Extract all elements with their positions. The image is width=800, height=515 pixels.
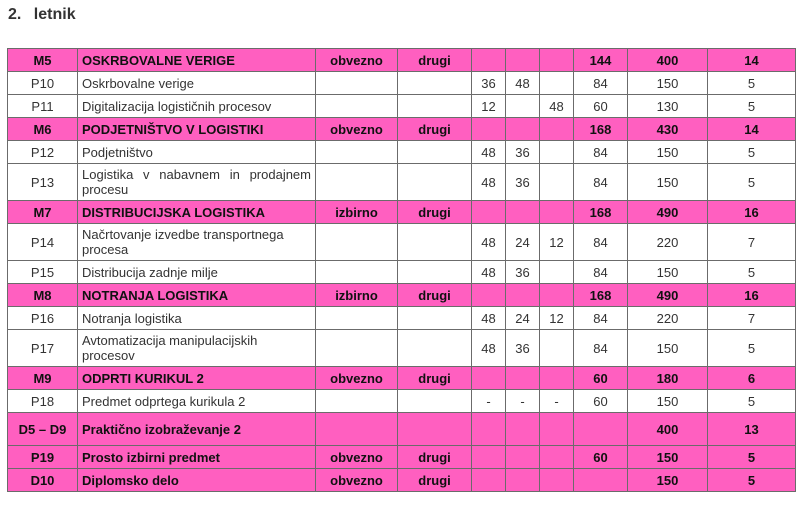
course-row xyxy=(8,224,796,261)
hours-lectures xyxy=(472,49,506,72)
contact-hours-total xyxy=(574,469,628,492)
course-type xyxy=(398,330,472,367)
ects-credits: 5 xyxy=(708,95,796,118)
hours-lectures xyxy=(472,284,506,307)
course-type xyxy=(398,224,472,261)
hours-seminars xyxy=(506,446,540,469)
module-row xyxy=(8,413,796,446)
hours-lectures xyxy=(472,469,506,492)
hours-seminars xyxy=(506,413,540,446)
course-status: obvezno xyxy=(316,446,398,469)
ects-credits: 14 xyxy=(708,49,796,72)
course-status: obvezno xyxy=(316,49,398,72)
course-type: drugi xyxy=(398,118,472,141)
course-row xyxy=(8,307,796,330)
ects-credits: 7 xyxy=(708,307,796,330)
course-row xyxy=(8,390,796,413)
student-workload-hours: 130 xyxy=(628,95,708,118)
hours-practice: 12 xyxy=(540,224,574,261)
module-row xyxy=(8,367,796,390)
course-code: M8 xyxy=(8,284,78,307)
course-code: P17 xyxy=(8,330,78,367)
ects-credits: 5 xyxy=(708,164,796,201)
course-status xyxy=(316,390,398,413)
course-name: Praktično izobraževanje 2 xyxy=(78,413,316,446)
hours-lectures xyxy=(472,446,506,469)
course-name: Diplomsko delo xyxy=(78,469,316,492)
hours-seminars: - xyxy=(506,390,540,413)
student-workload-hours: 220 xyxy=(628,224,708,261)
ects-credits: 13 xyxy=(708,413,796,446)
course-name: Načrtovanje izvedbe transportnega procesa xyxy=(78,224,316,261)
course-type xyxy=(398,141,472,164)
course-type xyxy=(398,72,472,95)
course-name: NOTRANJA LOGISTIKA xyxy=(78,284,316,307)
course-status xyxy=(316,307,398,330)
course-code: D5 – D9 xyxy=(8,413,78,446)
hours-lectures: 48 xyxy=(472,307,506,330)
contact-hours-total: 60 xyxy=(574,95,628,118)
ects-credits: 5 xyxy=(708,446,796,469)
contact-hours-total: 84 xyxy=(574,261,628,284)
hours-lectures: 36 xyxy=(472,72,506,95)
course-name: Podjetništvo xyxy=(78,141,316,164)
hours-lectures xyxy=(472,201,506,224)
student-workload-hours: 150 xyxy=(628,164,708,201)
ects-credits: 5 xyxy=(708,469,796,492)
student-workload-hours: 430 xyxy=(628,118,708,141)
student-workload-hours: 490 xyxy=(628,201,708,224)
hours-seminars xyxy=(506,95,540,118)
module-row xyxy=(8,201,796,224)
hours-practice xyxy=(540,141,574,164)
course-code: M9 xyxy=(8,367,78,390)
contact-hours-total: 60 xyxy=(574,367,628,390)
module-row xyxy=(8,469,796,492)
student-workload-hours: 220 xyxy=(628,307,708,330)
hours-seminars xyxy=(506,284,540,307)
hours-lectures: 12 xyxy=(472,95,506,118)
course-name: DISTRIBUCIJSKA LOGISTIKA xyxy=(78,201,316,224)
course-status: obvezno xyxy=(316,469,398,492)
student-workload-hours: 180 xyxy=(628,367,708,390)
section-heading xyxy=(8,6,76,24)
course-name: Distribucija zadnje milje xyxy=(78,261,316,284)
hours-lectures: 48 xyxy=(472,330,506,367)
ects-credits: 5 xyxy=(708,72,796,95)
hours-seminars: 36 xyxy=(506,164,540,201)
course-status: obvezno xyxy=(316,367,398,390)
hours-practice: 48 xyxy=(540,95,574,118)
hours-seminars: 36 xyxy=(506,330,540,367)
hours-seminars xyxy=(506,469,540,492)
course-status xyxy=(316,330,398,367)
course-name: Avtomatizacija manipulacijskih procesov xyxy=(78,330,316,367)
course-code: P19 xyxy=(8,446,78,469)
course-name: Notranja logistika xyxy=(78,307,316,330)
ects-credits: 16 xyxy=(708,284,796,307)
contact-hours-total: 60 xyxy=(574,446,628,469)
course-type: drugi xyxy=(398,446,472,469)
contact-hours-total xyxy=(574,413,628,446)
ects-credits: 14 xyxy=(708,118,796,141)
module-row xyxy=(8,446,796,469)
student-workload-hours: 400 xyxy=(628,49,708,72)
course-status xyxy=(316,141,398,164)
ects-credits: 5 xyxy=(708,261,796,284)
course-code: P10 xyxy=(8,72,78,95)
module-row xyxy=(8,284,796,307)
course-name: Digitalizacija logističnih procesov xyxy=(78,95,316,118)
hours-seminars: 24 xyxy=(506,224,540,261)
ects-credits: 7 xyxy=(708,224,796,261)
course-code: P15 xyxy=(8,261,78,284)
hours-lectures: 48 xyxy=(472,224,506,261)
ects-credits: 6 xyxy=(708,367,796,390)
hours-practice xyxy=(540,469,574,492)
hours-practice xyxy=(540,49,574,72)
hours-seminars: 24 xyxy=(506,307,540,330)
hours-practice: 12 xyxy=(540,307,574,330)
hours-practice xyxy=(540,284,574,307)
hours-seminars xyxy=(506,118,540,141)
course-code: P14 xyxy=(8,224,78,261)
ects-credits: 5 xyxy=(708,390,796,413)
hours-practice xyxy=(540,118,574,141)
section-number: 2. xyxy=(8,6,22,23)
course-row xyxy=(8,164,796,201)
course-code: P16 xyxy=(8,307,78,330)
curriculum-table-body xyxy=(8,49,796,492)
hours-practice xyxy=(540,201,574,224)
contact-hours-total: 168 xyxy=(574,201,628,224)
student-workload-hours: 150 xyxy=(628,261,708,284)
student-workload-hours: 150 xyxy=(628,330,708,367)
course-row xyxy=(8,141,796,164)
course-status xyxy=(316,413,398,446)
contact-hours-total: 84 xyxy=(574,307,628,330)
course-type xyxy=(398,95,472,118)
contact-hours-total: 84 xyxy=(574,224,628,261)
course-status xyxy=(316,261,398,284)
module-row xyxy=(8,49,796,72)
contact-hours-total: 84 xyxy=(574,141,628,164)
contact-hours-total: 168 xyxy=(574,118,628,141)
hours-seminars: 36 xyxy=(506,261,540,284)
course-type: drugi xyxy=(398,367,472,390)
hours-seminars xyxy=(506,49,540,72)
contact-hours-total: 84 xyxy=(574,330,628,367)
contact-hours-total: 168 xyxy=(574,284,628,307)
student-workload-hours: 150 xyxy=(628,390,708,413)
course-status: izbirno xyxy=(316,201,398,224)
module-row xyxy=(8,118,796,141)
course-code: P18 xyxy=(8,390,78,413)
course-name: Predmet odprtega kurikula 2 xyxy=(78,390,316,413)
course-code: D10 xyxy=(8,469,78,492)
section-title: letnik xyxy=(33,6,76,23)
hours-practice xyxy=(540,413,574,446)
course-type: drugi xyxy=(398,469,472,492)
student-workload-hours: 400 xyxy=(628,413,708,446)
hours-practice xyxy=(540,261,574,284)
hours-seminars: 36 xyxy=(506,141,540,164)
course-type xyxy=(398,307,472,330)
course-code: M6 xyxy=(8,118,78,141)
student-workload-hours: 490 xyxy=(628,284,708,307)
course-code: M5 xyxy=(8,49,78,72)
course-status: izbirno xyxy=(316,284,398,307)
course-row xyxy=(8,330,796,367)
hours-lectures xyxy=(472,118,506,141)
hours-lectures: - xyxy=(472,390,506,413)
course-name: Logistika v nabavnem in prodajnem procesu xyxy=(78,164,316,201)
ects-credits: 5 xyxy=(708,330,796,367)
course-type xyxy=(398,164,472,201)
course-type: drugi xyxy=(398,49,472,72)
course-type xyxy=(398,413,472,446)
contact-hours-total: 60 xyxy=(574,390,628,413)
hours-lectures: 48 xyxy=(472,261,506,284)
course-code: M7 xyxy=(8,201,78,224)
course-status xyxy=(316,72,398,95)
hours-practice xyxy=(540,164,574,201)
student-workload-hours: 150 xyxy=(628,72,708,95)
course-type xyxy=(398,261,472,284)
course-code: P13 xyxy=(8,164,78,201)
course-status xyxy=(316,95,398,118)
hours-practice xyxy=(540,446,574,469)
hours-seminars: 48 xyxy=(506,72,540,95)
course-row xyxy=(8,72,796,95)
hours-seminars xyxy=(506,201,540,224)
course-name: PODJETNIŠTVO V LOGISTIKI xyxy=(78,118,316,141)
course-type: drugi xyxy=(398,201,472,224)
hours-lectures xyxy=(472,413,506,446)
student-workload-hours: 150 xyxy=(628,446,708,469)
hours-practice xyxy=(540,72,574,95)
course-code: P11 xyxy=(8,95,78,118)
contact-hours-total: 84 xyxy=(574,72,628,95)
course-status xyxy=(316,164,398,201)
course-type xyxy=(398,390,472,413)
hours-practice xyxy=(540,367,574,390)
contact-hours-total: 144 xyxy=(574,49,628,72)
hours-practice xyxy=(540,330,574,367)
course-name: OSKRBOVALNE VERIGE xyxy=(78,49,316,72)
hours-seminars xyxy=(506,367,540,390)
course-status: obvezno xyxy=(316,118,398,141)
curriculum-table xyxy=(7,48,796,492)
course-row xyxy=(8,261,796,284)
course-name: Oskrbovalne verige xyxy=(78,72,316,95)
contact-hours-total: 84 xyxy=(574,164,628,201)
hours-lectures: 48 xyxy=(472,141,506,164)
course-type: drugi xyxy=(398,284,472,307)
course-status xyxy=(316,224,398,261)
ects-credits: 5 xyxy=(708,141,796,164)
course-name: Prosto izbirni predmet xyxy=(78,446,316,469)
hours-lectures: 48 xyxy=(472,164,506,201)
course-name: ODPRTI KURIKUL 2 xyxy=(78,367,316,390)
course-row xyxy=(8,95,796,118)
course-code: P12 xyxy=(8,141,78,164)
hours-lectures xyxy=(472,367,506,390)
hours-practice: - xyxy=(540,390,574,413)
student-workload-hours: 150 xyxy=(628,141,708,164)
ects-credits: 16 xyxy=(708,201,796,224)
student-workload-hours: 150 xyxy=(628,469,708,492)
